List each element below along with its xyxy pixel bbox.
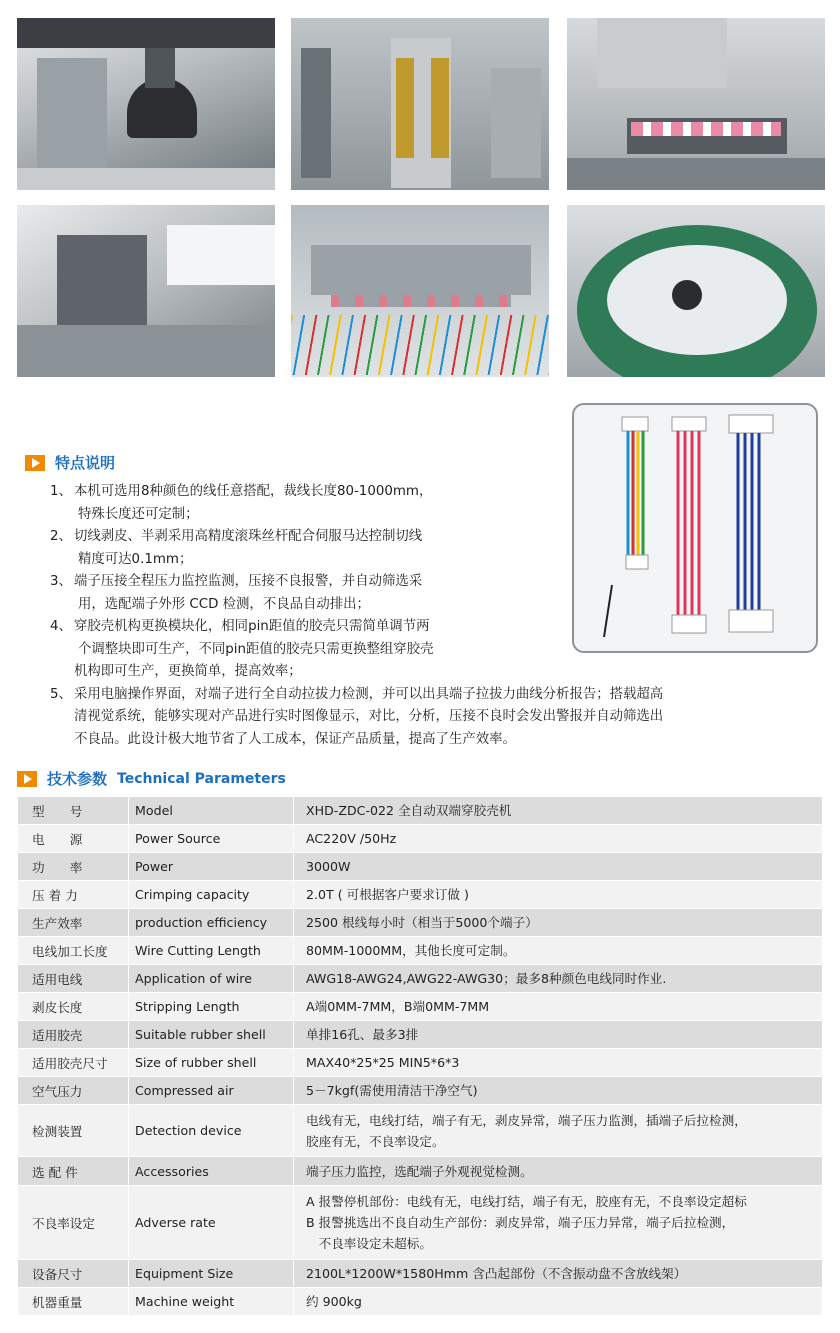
param-value	[294, 1105, 823, 1157]
param-label-en: Equipment Size	[129, 1260, 294, 1288]
param-value-line: XHD-ZDC-022 全自动双端穿胶壳机	[306, 803, 512, 818]
tech-params-header	[17, 768, 286, 789]
param-label-cn: 适用胶壳	[18, 1021, 129, 1049]
features-list	[50, 481, 800, 751]
feature-line: 精度可达0.1mm；	[78, 551, 193, 567]
param-value-line: 端子压力监控，选配端子外观视觉检测。	[306, 1163, 533, 1179]
param-value-line: AC220V /50Hz	[306, 831, 397, 846]
param-value	[294, 1021, 823, 1049]
param-label-cn: 适用胶壳尺寸	[18, 1049, 129, 1077]
param-row	[18, 881, 823, 909]
param-label-en: Crimping capacity	[129, 881, 294, 909]
photo-stripping-blades	[291, 18, 549, 190]
play-arrow-icon	[17, 771, 37, 787]
photo-crimping-module	[17, 205, 275, 377]
param-value-line: B 报警挑选出不良自动生产部份：剥皮异常，端子压力异常，端子后拉检测，	[306, 1215, 735, 1230]
param-label-cn: 压 着 力	[18, 881, 129, 909]
feature-line: 特殊长度还可定制；	[78, 506, 199, 522]
param-label-en: Size of rubber shell	[129, 1049, 294, 1077]
param-value-line: 单排16孔、最多3排	[306, 1027, 419, 1042]
feature-line: 切线剥皮、半剥采用高精度滚珠丝杆配合伺服马达控制切线	[74, 529, 423, 544]
params-table	[17, 796, 823, 1316]
param-value	[294, 825, 823, 853]
feature-item	[50, 571, 520, 616]
feature-number: 3、	[50, 574, 72, 589]
param-value	[294, 1186, 823, 1260]
param-row	[18, 1021, 823, 1049]
param-value	[294, 937, 823, 965]
param-value-line: 2.0T ( 可根据客户要求订做 )	[306, 887, 469, 902]
feature-line: 不良品。此设计极大地节省了人工成本，保证产品质量，提高了生产效率。	[74, 731, 516, 747]
param-value-line: 电线有无，电线打结，端子有无，剥皮异常，端子压力监测，插端子后拉检测，	[306, 1112, 747, 1128]
param-value	[294, 1049, 823, 1077]
param-value-line: 胶座有无，不良率设定。	[306, 1133, 445, 1149]
feature-line: 采用电脑操作界面，对端子进行全自动拉拔力检测，并可以出具端子拉拔力曲线分析报告；搭载超高	[74, 686, 664, 702]
feature-line: 清视觉系统，能够实现对产品进行实时图像显示，对比，分析，压接不良时会发出警报并自动筛选出	[74, 709, 664, 724]
param-value	[294, 797, 823, 825]
feature-line: 机构即可生产，更换简单，提高效率；	[74, 664, 302, 679]
param-value	[294, 909, 823, 937]
param-label-cn: 生产效率	[18, 909, 129, 937]
param-row	[18, 1157, 823, 1186]
param-value	[294, 1260, 823, 1288]
feature-number: 2、	[50, 529, 72, 544]
param-label-en: Application of wire	[129, 965, 294, 993]
param-label-cn: 功 率	[18, 853, 129, 881]
param-label-en: Compressed air	[129, 1077, 294, 1105]
param-row	[18, 1260, 823, 1288]
param-value-line: 2500 根线每小时（相当于5000个端子）	[306, 915, 538, 930]
param-value	[294, 881, 823, 909]
param-label-en: Adverse rate	[129, 1186, 294, 1260]
features-header	[25, 452, 115, 473]
param-value	[294, 853, 823, 881]
param-label-cn: 空气压力	[18, 1077, 129, 1105]
param-label-cn: 电线加工长度	[18, 937, 129, 965]
param-row	[18, 853, 823, 881]
param-value	[294, 1288, 823, 1316]
param-row	[18, 965, 823, 993]
param-label-cn: 检测装置	[18, 1105, 129, 1157]
param-label-cn: 选 配 件	[18, 1157, 129, 1186]
param-label-cn: 电 源	[18, 825, 129, 853]
param-label-cn: 型 号	[18, 797, 129, 825]
param-row	[18, 909, 823, 937]
param-row	[18, 937, 823, 965]
feature-item	[50, 684, 800, 752]
param-value-line: 5－7kgf(需使用清洁干净空气)	[306, 1083, 478, 1098]
param-label-en: Accessories	[129, 1157, 294, 1186]
feature-number: 4、	[50, 619, 72, 634]
param-label-cn: 机器重量	[18, 1288, 129, 1316]
param-label-en: Detection device	[129, 1105, 294, 1157]
param-label-en: Machine weight	[129, 1288, 294, 1316]
feature-number: 1、	[50, 484, 72, 499]
param-row	[18, 1105, 823, 1157]
param-row	[18, 825, 823, 853]
param-value-line: A端0MM-7MM，B端0MM-7MM	[306, 999, 490, 1014]
param-label-en: Power	[129, 853, 294, 881]
photo-ccd-camera	[17, 18, 275, 190]
param-value-line: 约 900kg	[306, 1294, 362, 1309]
param-label-en: Model	[129, 797, 294, 825]
param-value	[294, 965, 823, 993]
param-value-line: AWG18-AWG24,AWG22-AWG30；最多8种颜色电线同时作业.	[306, 971, 667, 986]
play-arrow-icon	[25, 455, 45, 471]
feature-line: 个调整块即可生产，不同pin距值的胶壳只需更换整组穿胶壳	[78, 641, 434, 657]
feature-line: 用，选配端子外形 CCD 检测，不良品自动排出；	[78, 596, 370, 612]
param-label-en: Wire Cutting Length	[129, 937, 294, 965]
param-label-cn: 剥皮长度	[18, 993, 129, 1021]
features-title: 特点说明	[55, 454, 116, 472]
feature-item	[50, 481, 520, 526]
feature-item	[50, 526, 520, 571]
param-label-en: production efficiency	[129, 909, 294, 937]
param-label-en: Suitable rubber shell	[129, 1021, 294, 1049]
param-value	[294, 1157, 823, 1186]
param-row	[18, 1288, 823, 1316]
tech-params-title: 技术参数	[47, 770, 108, 788]
param-label-en: Stripping Length	[129, 993, 294, 1021]
param-value-line: 不良率设定未超标。	[306, 1236, 432, 1251]
param-row	[18, 1186, 823, 1260]
feature-number: 5、	[50, 686, 72, 702]
feature-line: 本机可选用8种颜色的线任意搭配，裁线长度80-1000mm，	[74, 484, 433, 499]
param-value-line: A 报警停机部份：电线有无，电线打结，端子有无，胶座有无，不良率设定超标	[306, 1194, 747, 1209]
photo-vibration-bowl	[567, 205, 825, 377]
param-label-cn: 适用电线	[18, 965, 129, 993]
param-value	[294, 1077, 823, 1105]
param-label-en: Power Source	[129, 825, 294, 853]
photo-terminal-pins	[567, 18, 825, 190]
param-label-cn: 不良率设定	[18, 1186, 129, 1260]
param-row	[18, 1049, 823, 1077]
param-row	[18, 797, 823, 825]
param-row	[18, 993, 823, 1021]
feature-item	[50, 616, 520, 684]
param-label-cn: 设备尺寸	[18, 1260, 129, 1288]
tech-params-subtitle: Technical Parameters	[117, 770, 286, 787]
param-value-line: 2100L*1200W*1580Hmm 含凸起部份（不含振动盘不含放线架）	[306, 1266, 687, 1281]
feature-line: 穿胶壳机构更换模块化，相同pin距值的胶壳只需简单调节两	[74, 619, 430, 634]
param-value-line: 80MM-1000MM，其他长度可定制。	[306, 943, 516, 958]
param-value-line: MAX40*25*25 MIN5*6*3	[306, 1055, 460, 1070]
feature-line: 端子压接全程压力监控监测，压接不良报警，并自动筛选采	[74, 574, 423, 589]
param-value	[294, 993, 823, 1021]
param-row	[18, 1077, 823, 1105]
param-value-line: 3000W	[306, 859, 351, 874]
photo-colored-wires	[291, 205, 549, 377]
